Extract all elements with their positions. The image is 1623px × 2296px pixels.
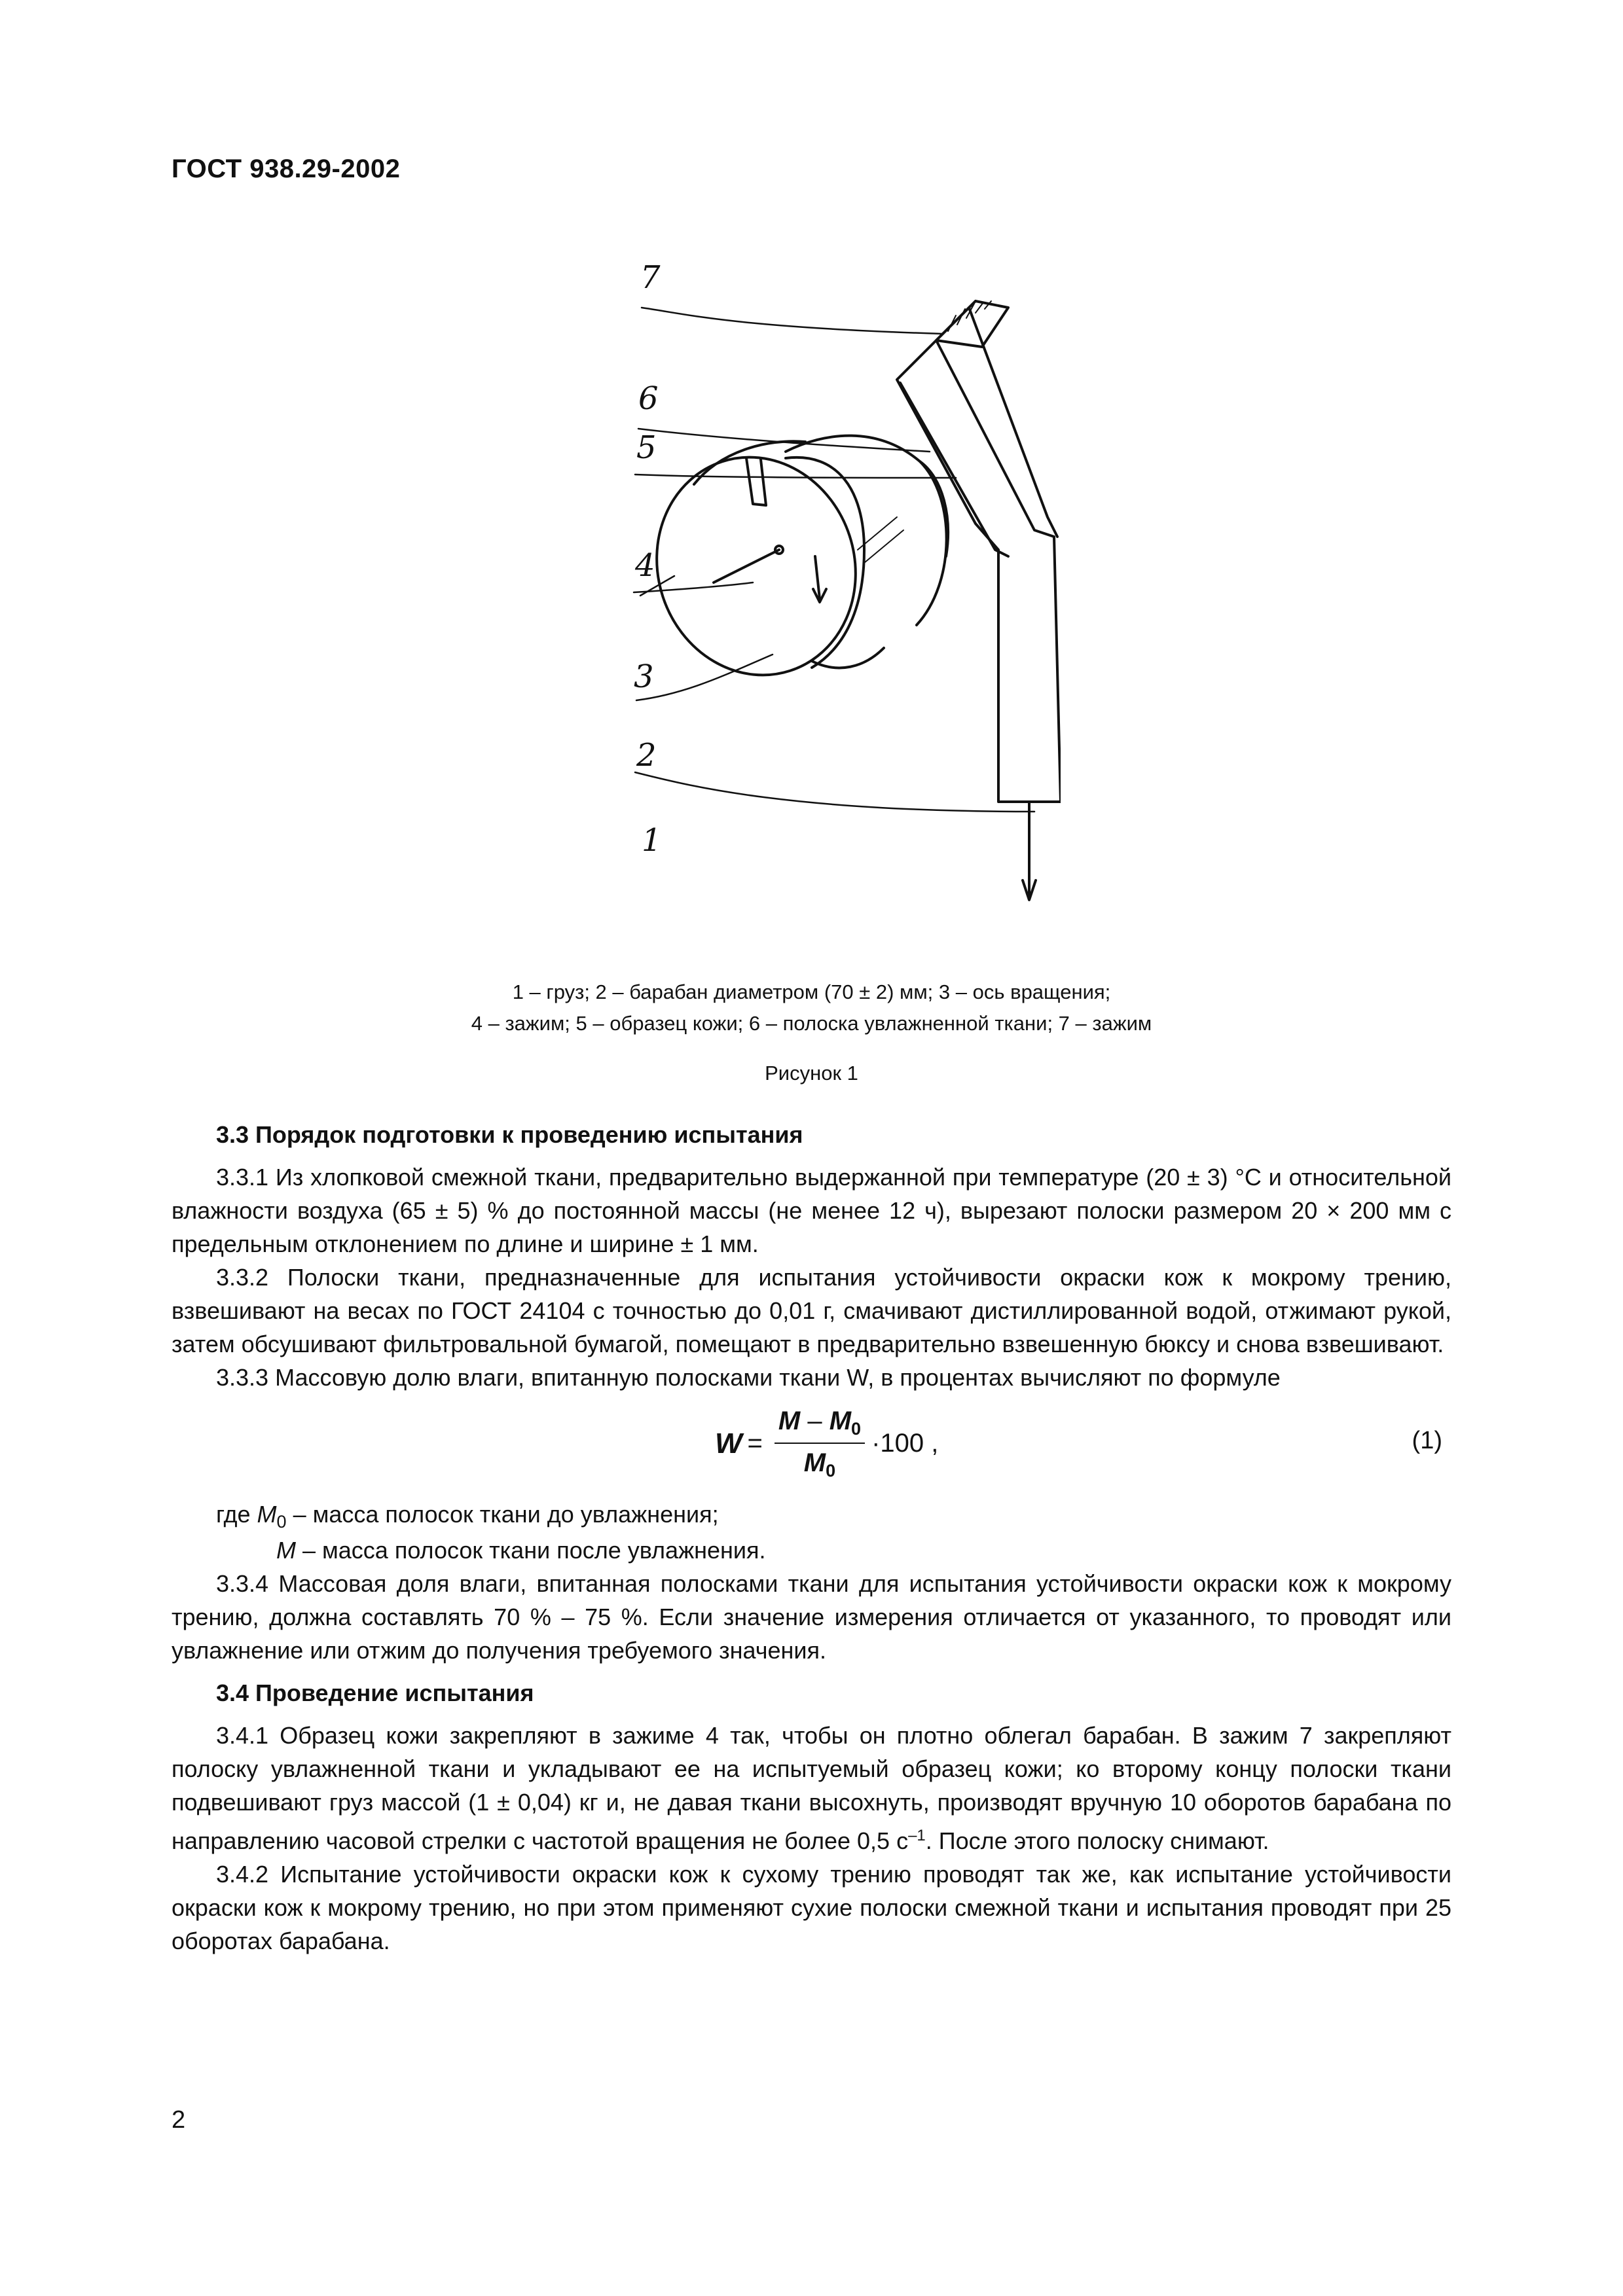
label-2: 2 (636, 737, 657, 774)
formula-fraction (775, 1402, 865, 1484)
formula-denominator: $M_0$ (803, 1448, 836, 1480)
label-4: 4 (635, 547, 655, 584)
label-1: 1 (642, 822, 662, 859)
paragraph-3-3-1: 3.3.1 Из хлопковой смежной ткани, предварительно выдержанной при температуре (20 ± 3) °С и относительной влажности воздуха (65 ± 5) % до постоянной массы (не менее 12 ч), вырезают полоски размером 20 × 200 мм с предельным отклонением по длине и ширине ± 1 мм. (172, 1164, 1451, 1257)
moisture-formula (715, 1402, 938, 1484)
paragraph-3-3-4: 3.3.4 Массовая доля влаги, впитанная полосками ткани для испытания устойчивости окраски кож к мокрому трению, должна составлять 70 % – 75 %. Если значение измерения отличается от указанного, то проводят или увлажнение или отжим до получения требуемого значения. (172, 1570, 1451, 1664)
caption-line-2: 4 – зажим; 5 – образец кожи; 6 – полоска увлажненной ткани; 7 – зажим (471, 1012, 1152, 1035)
formula-equals: = (747, 1428, 763, 1458)
label-5: 5 (636, 429, 657, 466)
label-7: 7 (640, 259, 661, 296)
where-m0: где $M_0$ – масса полосок ткани до увлажнения; (216, 1501, 719, 1532)
where-m: M – масса полосок ткани после увлажнения. (276, 1537, 766, 1564)
equation-number: (1) (1412, 1427, 1442, 1454)
formula-block (172, 1398, 1451, 1495)
page-number: 2 (172, 2106, 186, 2134)
caption-line-1: 1 – груз; 2 – барабан диаметром (70 ± 2) мм; 3 – ось вращения; (512, 980, 1111, 1003)
section-3-3-heading: 3.3 Порядок подготовки к проведению испытания (216, 1121, 803, 1148)
formula-numerator: M – $M_0$ (775, 1402, 865, 1444)
section-3-4-heading: 3.4 Проведение испытания (216, 1679, 534, 1706)
paragraph-3-3-2: 3.3.2 Полоски ткани, предназначенные для испытания устойчивости окраски кож к мокрому трению, взвешивают на весах по ГОСТ 24104 с точностью до 0,01 г, смачивают дистиллированной водой, отжимают рукой, затем обсушивают фильтровальной бумагой, помещают в предварительно взвешенную бюксу и снова взвешивают. (172, 1264, 1451, 1357)
standard-header: ГОСТ 938.29-2002 (172, 154, 401, 183)
fabric-strip (897, 301, 1061, 802)
apparatus-figure (589, 242, 1061, 949)
figure-caption (172, 977, 1451, 1039)
formula-lhs: W (715, 1427, 742, 1460)
clamp-slot (746, 458, 766, 505)
drum-mid-ring (786, 457, 864, 668)
leather-sample (900, 383, 1008, 556)
paragraph-3-4-2: 3.4.2 Испытание устойчивости окраски кож к сухому трению проводят так же, как испытание устойчивости окраски кож к мокрому трению, но при этом применяют сухие полоски смежной ткани и испытания проводят при 25 оборотах барабана. (172, 1861, 1451, 1954)
figure-title: Рисунок 1 (765, 1062, 858, 1085)
formula-tail: ·100 , (871, 1428, 939, 1458)
paragraph-3-3-3: 3.3.3 Массовую долю влаги, впитанную полосками ткани W, в процентах вычисляют по формуле (216, 1364, 1281, 1391)
drum-front-face (629, 431, 883, 701)
document-body (172, 1113, 1451, 1958)
paragraph-3-4-1: 3.4.1 Образец кожи закрепляют в зажиме 4 так, чтобы он плотно облегал барабан. В зажим 7 закрепляют полоску увлажненной ткани и укладывают ее на испытуемый образец кожи; ко второму концу полоски ткани подвешивают груз массой (1 ± 0,04) кг и, не давая ткани высохнуть, производят вручную 10 оборотов барабана по направлению часовой стрелки с частотой вращения не более 0,5 $с^{-1}$. После этого полоску снимают. (172, 1722, 1451, 1854)
rotation-axis (714, 550, 779, 583)
label-3: 3 (634, 658, 654, 695)
label-6: 6 (638, 380, 659, 417)
